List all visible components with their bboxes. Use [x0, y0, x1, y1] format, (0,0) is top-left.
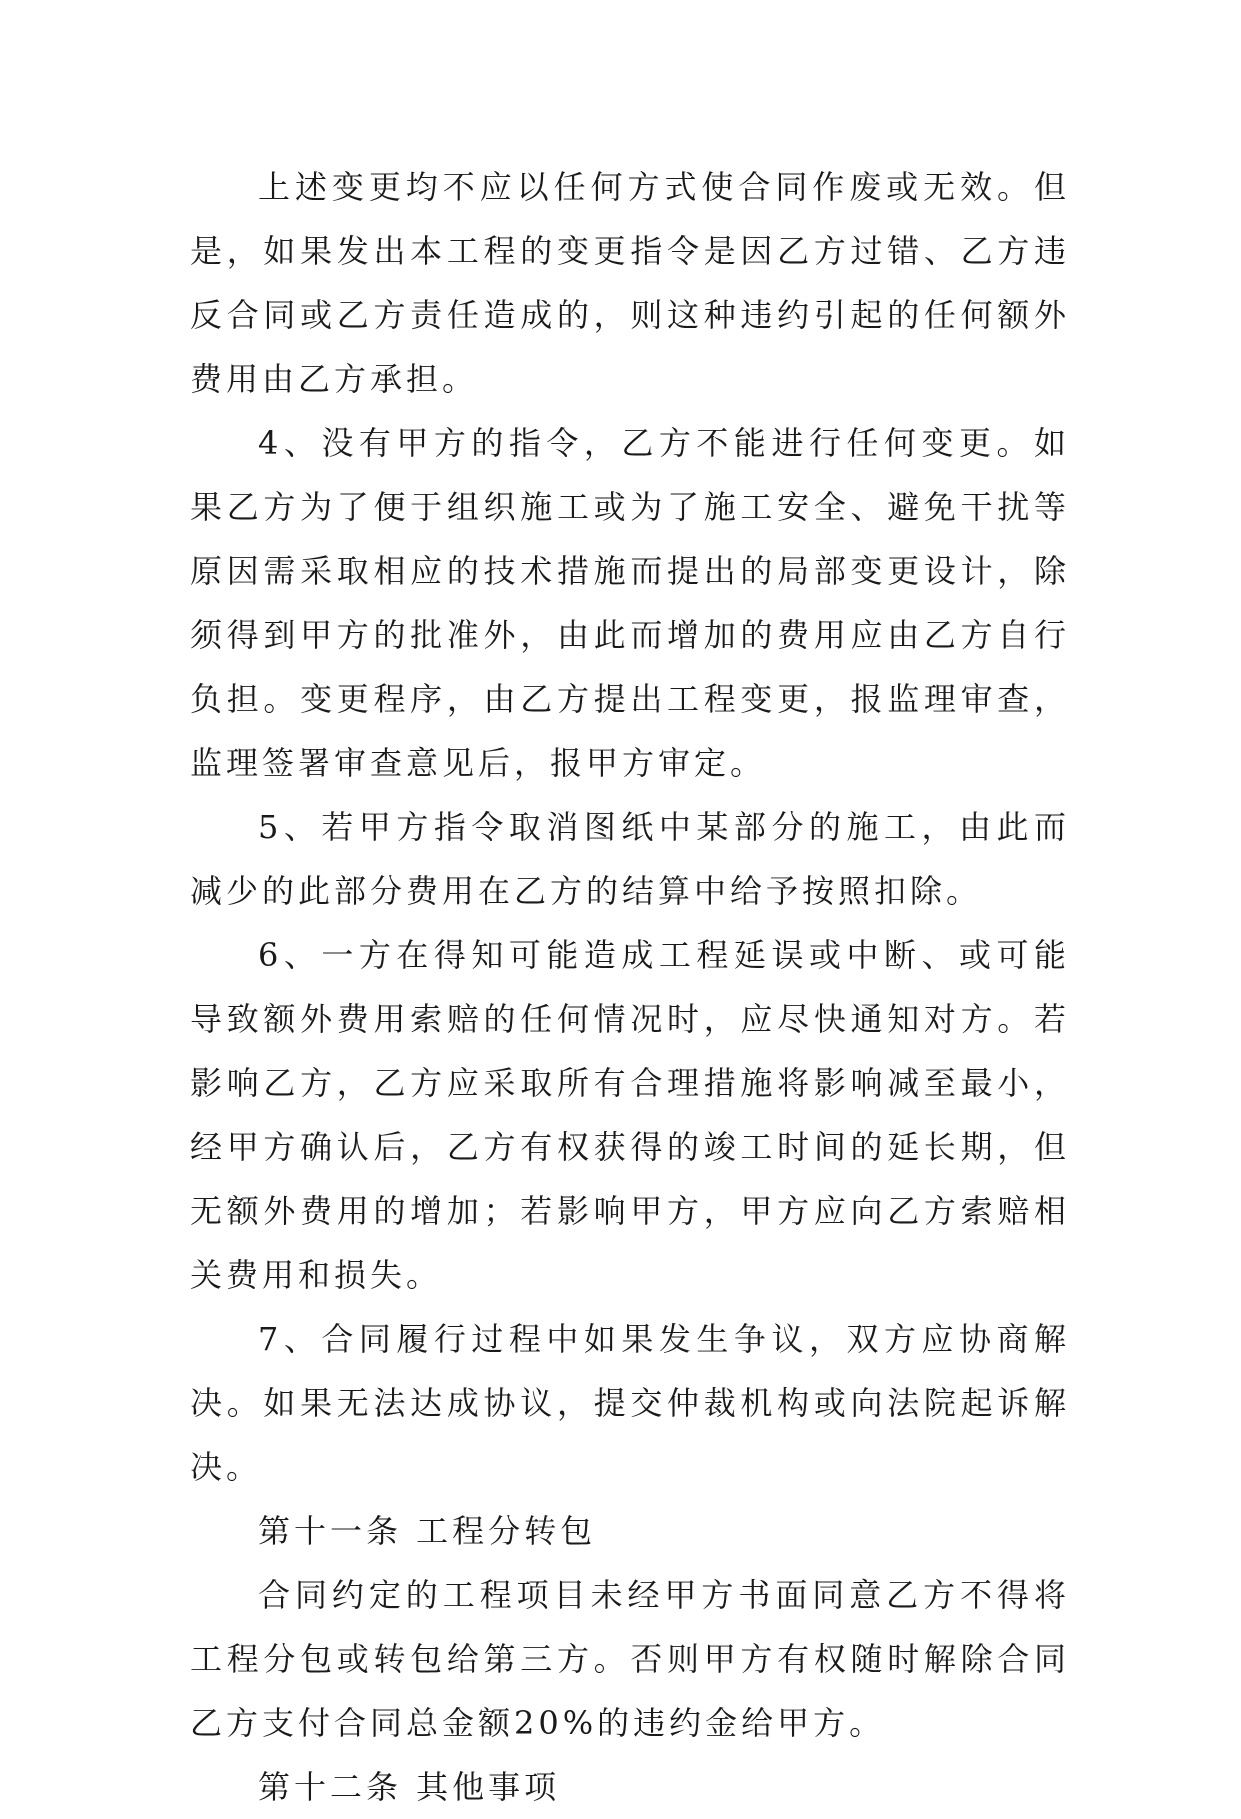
- article-11-body: 合同约定的工程项目未经甲方书面同意乙方不得将工程分包或转包给第三方。否则甲方有权随时解除合同乙方支付合同总金额20%的违约金给甲方。: [190, 1576, 1070, 1742]
- article-12-heading: 第十二条 其他事项: [258, 1768, 561, 1806]
- document-body: [190, 155, 1070, 1819]
- paragraph-clause-4: 4、没有甲方的指令，乙方不能进行任何变更。如果乙方为了便于组织施工或为了施工安全、避免干扰等原因需采取相应的技术措施而提出的局部变更设计，除须得到甲方的批准外，由此而增加的费用应由乙方自行负担。变更程序，由乙方提出工程变更，报监理审查，监理签署审查意见后，报甲方审定。: [190, 424, 1070, 782]
- article-11-heading: 第十一条 工程分转包: [258, 1512, 597, 1550]
- paragraph-change-validity: 上述变更均不应以任何方式使合同作废或无效。但是，如果发出本工程的变更指令是因乙方过错、乙方违反合同或乙方责任造成的，则这种违约引起的任何额外费用由乙方承担。: [190, 168, 1070, 398]
- paragraph-clause-6: 6、一方在得知可能造成工程延误或中断、或可能导致额外费用索赔的任何情况时，应尽快通知对方。若影响乙方，乙方应采取所有合理措施将影响减至最小，经甲方确认后，乙方有权获得的竣工时间的延长期，但无额外费用的增加；若影响甲方，甲方应向乙方索赔相关费用和损失。: [190, 936, 1070, 1294]
- paragraph-clause-7: 7、合同履行过程中如果发生争议，双方应协商解决。如果无法达成协议，提交仲裁机构或向法院起诉解决。: [190, 1320, 1070, 1486]
- paragraph-clause-5: 5、若甲方指令取消图纸中某部分的施工，由此而减少的此部分费用在乙方的结算中给予按照扣除。: [190, 808, 1070, 910]
